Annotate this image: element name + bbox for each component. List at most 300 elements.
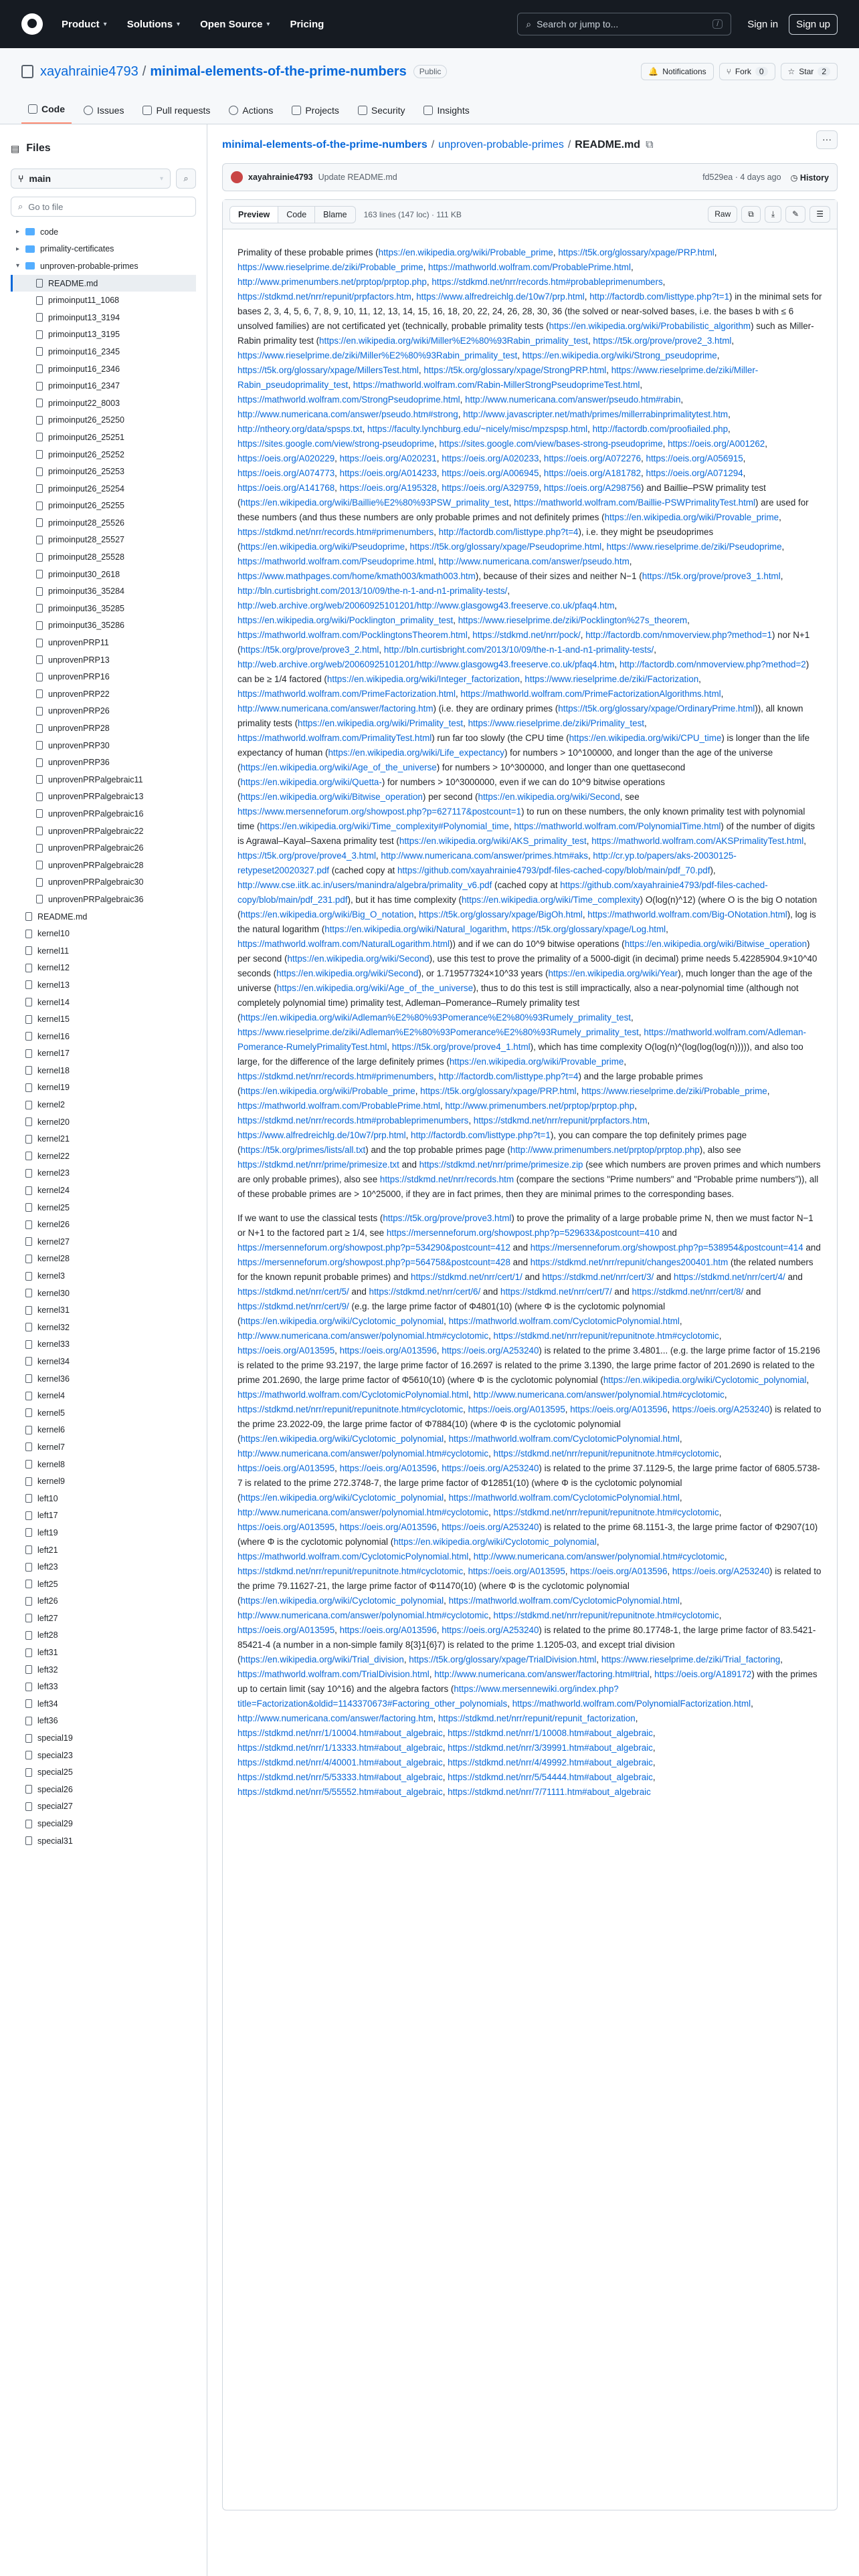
readme-link[interactable]: https://stdkmd.net/nrr/repunit/prpfactors.htm [237, 292, 411, 302]
tree-file[interactable] [11, 754, 196, 771]
readme-link[interactable]: https://oeis.org/A141768 [237, 483, 335, 493]
readme-link[interactable]: https://t5k.org/prove/prove4_3.html [237, 851, 376, 861]
breadcrumb-root[interactable]: minimal-elements-of-the-prime-numbers [222, 139, 427, 150]
readme-link[interactable]: https://stdkmd.net/nrr/4/40001.htm#about_algebraic [237, 1757, 443, 1767]
tree-file[interactable] [11, 805, 196, 823]
repo-owner-link[interactable]: xayahrainie4793 [40, 64, 138, 79]
readme-link[interactable]: https://mersenneforum.org/showpost.php?p=564758&postcount=428 [237, 1257, 510, 1267]
readme-link[interactable]: https://stdkmd.net/nrr/records.htm#primenumbers [237, 1071, 434, 1081]
tree-file[interactable] [11, 720, 196, 737]
tree-file[interactable] [11, 651, 196, 669]
readme-link[interactable]: https://oeis.org/A013596 [339, 1522, 437, 1532]
readme-link[interactable]: https://mathworld.wolfram.com/CyclotomicPolynomial.html [237, 1551, 469, 1562]
readme-link[interactable]: https://sites.google.com/view/bases-strong-pseudoprime [439, 439, 663, 449]
nav-solutions[interactable] [127, 19, 180, 30]
readme-link[interactable]: http://www.numericana.com/answer/primes.htm#aks [381, 851, 588, 861]
readme-link[interactable]: http://www.numericana.com/answer/polynomial.htm#cyclotomic [473, 1551, 725, 1562]
readme-link[interactable]: https://stdkmd.net/nrr/records.htm#probableprimenumbers [237, 1115, 469, 1125]
readme-link[interactable]: https://en.wikipedia.org/wiki/Pseudoprime [240, 542, 405, 552]
tree-file[interactable] [11, 1301, 196, 1319]
readme-link[interactable]: https://en.wikipedia.org/wiki/Cyclotomic_polynomial [603, 1375, 807, 1385]
tree-file[interactable] [11, 1832, 196, 1850]
readme-link[interactable]: https://stdkmd.net/nrr/repunit/prpfactors.htm [473, 1115, 648, 1125]
readme-link[interactable]: https://stdkmd.net/nrr/cert/6/ [369, 1287, 481, 1297]
readme-link[interactable]: https://en.wikipedia.org/wiki/Age_of_the_universe [276, 983, 474, 993]
readme-link[interactable]: https://t5k.org/prove/prove4_1.html [391, 1042, 531, 1052]
readme-link[interactable]: https://en.wikipedia.org/wiki/Second [478, 792, 620, 802]
readme-link[interactable]: https://en.wikipedia.org/wiki/Miller%E2%80%93Rabin_primality_test [319, 336, 588, 346]
readme-link[interactable]: http://www.numericana.com/answer/polynomial.htm#cyclotomic [473, 1390, 725, 1400]
history-button[interactable] [791, 173, 829, 183]
tree-file[interactable] [11, 617, 196, 635]
nav-pricing[interactable] [290, 19, 324, 30]
tree-file[interactable] [11, 429, 196, 446]
tree-file[interactable] [11, 1593, 196, 1610]
readme-link[interactable]: https://oeis.org/A001262 [668, 439, 765, 449]
tree-folder[interactable] [11, 223, 196, 241]
tree-file[interactable] [11, 908, 196, 926]
readme-link[interactable]: https://www.mersenneforum.org/showpost.php?p=627117&postcount=1 [237, 807, 522, 817]
readme-link[interactable]: http://www.numericana.com/answer/pseudo.htm [438, 556, 630, 566]
go-to-file-input[interactable] [11, 197, 196, 217]
readme-link[interactable]: https://stdkmd.net/nrr/5/53333.htm#about_algebraic [237, 1772, 443, 1782]
readme-link[interactable]: https://mersenneforum.org/showpost.php?p=534290&postcount=412 [237, 1243, 510, 1253]
readme-link[interactable]: https://stdkmd.net/nrr/1/13333.htm#about_algebraic [237, 1743, 443, 1753]
readme-link[interactable]: https://stdkmd.net/nrr/cert/3/ [542, 1272, 654, 1282]
github-logo-icon[interactable] [21, 13, 43, 35]
copy-path-icon[interactable]: ⧉ [646, 139, 654, 150]
readme-link[interactable]: https://en.wikipedia.org/wiki/CPU_time [569, 733, 722, 743]
readme-link[interactable]: https://mathworld.wolfram.com/NaturalLogarithm.html [237, 939, 450, 949]
readme-link[interactable]: https://t5k.org/glossary/xpage/MillersTest.html [237, 365, 419, 375]
readme-link[interactable]: https://en.wikipedia.org/wiki/Probable_prime [240, 1086, 415, 1096]
copy-icon[interactable]: ⧉ [741, 206, 761, 223]
readme-link[interactable]: https://en.wikipedia.org/wiki/AKS_primality_test [399, 836, 587, 846]
tree-file[interactable] [11, 960, 196, 977]
readme-link[interactable]: https://stdkmd.net/nrr/repunit/repunitnote.htm#cyclotomic [493, 1610, 719, 1620]
tree-file[interactable] [11, 377, 196, 395]
tree-file[interactable] [11, 412, 196, 429]
readme-link[interactable]: http://factordb.com/nmoverview.php?method=1 [585, 630, 772, 640]
readme-link[interactable]: https://oeis.org/A072276 [543, 453, 642, 463]
readme-link[interactable]: https://mathworld.wolfram.com/ProbablePrime.html [237, 1101, 440, 1111]
readme-link[interactable]: https://oeis.org/A056915 [646, 453, 743, 463]
chevron-right-icon[interactable]: ▸ [16, 228, 20, 236]
readme-link[interactable]: https://stdkmd.net/nrr/records.htm [379, 1174, 514, 1184]
raw-button[interactable]: Raw [708, 206, 737, 223]
readme-link[interactable]: https://oeis.org/A013596 [339, 1346, 437, 1356]
readme-link[interactable]: https://en.wikipedia.org/wiki/Cyclotomic_polynomial [240, 1493, 444, 1503]
readme-link[interactable]: https://oeis.org/A013596 [339, 1625, 437, 1635]
tree-file[interactable] [11, 1130, 196, 1148]
readme-link[interactable]: https://stdkmd.net/nrr/repunit/repunitnote.htm#cyclotomic [493, 1448, 719, 1459]
readme-link[interactable]: http://bln.curtisbright.com/2013/10/09/the-n-1-and-n1-primality-tests/ [383, 645, 654, 655]
readme-link[interactable]: https://mathworld.wolfram.com/Baillie-PSWPrimalityTest.html [514, 498, 755, 508]
readme-link[interactable]: https://stdkmd.net/nrr/cert/8/ [632, 1287, 744, 1297]
readme-link[interactable]: https://stdkmd.net/nrr/records.htm#probableprimenumbers [432, 277, 663, 287]
readme-link[interactable]: https://stdkmd.net/nrr/3/39991.htm#about_algebraic [448, 1743, 653, 1753]
readme-link[interactable]: https://www.alfredreichlg.de/10w7/prp.html [237, 1130, 406, 1140]
readme-link[interactable]: http://www.numericana.com/answer/polynomial.htm#cyclotomic [237, 1507, 489, 1517]
tree-file[interactable] [11, 1267, 196, 1285]
readme-link[interactable]: https://en.wikipedia.org/wiki/Cyclotomic_polynomial [240, 1596, 444, 1606]
readme-link[interactable]: https://stdkmd.net/nrr/prime/primesize.zip [419, 1160, 583, 1170]
tree-file[interactable] [11, 1216, 196, 1233]
tree-file[interactable] [11, 292, 196, 309]
readme-link[interactable]: https://www.alfredreichlg.de/10w7/prp.html [416, 292, 585, 302]
more-options-button[interactable]: ··· [816, 130, 838, 149]
readme-link[interactable]: https://en.wikipedia.org/wiki/Probabilistic_algorithm [549, 321, 751, 331]
readme-link[interactable]: https://mathworld.wolfram.com/Big-ONotation.html [587, 909, 787, 920]
tree-file[interactable] [11, 1781, 196, 1798]
readme-link[interactable]: https://stdkmd.net/nrr/repunit/repunit_factorization [438, 1713, 636, 1723]
tree-file[interactable] [11, 446, 196, 463]
readme-link[interactable]: https://t5k.org/primes/lists/all.txt [240, 1145, 366, 1155]
blame-tab[interactable]: Blame [323, 209, 347, 219]
readme-link[interactable]: https://www.rieselprime.de/ziki/Primality_test [468, 718, 645, 728]
readme-link[interactable]: http://www.javascripter.net/math/primes/millerrabinprimalitytest.htm [463, 409, 729, 419]
readme-link[interactable]: https://en.wikipedia.org/wiki/Strong_pseudoprime [522, 350, 717, 360]
readme-link[interactable]: https://mathworld.wolfram.com/CyclotomicPolynomial.html [448, 1316, 680, 1326]
tree-file[interactable] [11, 1233, 196, 1251]
readme-link[interactable]: https://www.rieselprime.de/ziki/Miller-Rabin_pseudoprimality_test [237, 365, 759, 390]
tab-projects[interactable] [285, 105, 346, 124]
readme-link[interactable]: https://en.wikipedia.org/wiki/Adleman%E2%80%93Pomerance%E2%80%93Rumely_primality_test [240, 1012, 632, 1023]
tree-file[interactable] [11, 1165, 196, 1182]
readme-link[interactable]: https://oeis.org/A253240 [442, 1522, 539, 1532]
readme-link[interactable]: http://www.numericana.com/answer/pseudo.htm#strong [237, 409, 458, 419]
readme-link[interactable]: https://en.wikipedia.org/wiki/Provable_prime [604, 512, 779, 522]
commit-author[interactable]: xayahrainie4793 [248, 173, 313, 182]
readme-link[interactable]: https://t5k.org/glossary/xpage/PRP.html [420, 1086, 577, 1096]
tree-file[interactable] [11, 1010, 196, 1028]
fork-button[interactable] [719, 63, 775, 80]
readme-link[interactable]: https://sites.google.com/view/strong-pseudoprime [237, 439, 434, 449]
readme-link[interactable]: http://factordb.com/proofiailed.php [592, 424, 729, 434]
readme-link[interactable]: https://stdkmd.net/nrr/repunit/repunitnote.htm#cyclotomic [237, 1404, 464, 1414]
readme-link[interactable]: https://oeis.org/A013595 [237, 1625, 335, 1635]
readme-link[interactable]: https://stdkmd.net/nrr/repunit/repunitnote.htm#cyclotomic [493, 1331, 719, 1341]
tree-folder[interactable] [11, 257, 196, 275]
sidebar-collapse-icon[interactable]: ▤ [11, 142, 20, 154]
tab-insights[interactable] [417, 105, 476, 124]
readme-link[interactable]: http://www.numericana.com/answer/polynomial.htm#cyclotomic [237, 1331, 489, 1341]
readme-link[interactable]: https://en.wikipedia.org/wiki/Time_complexity#Polynomial_time [260, 821, 509, 831]
readme-link[interactable]: https://en.wikipedia.org/wiki/Cyclotomic_polynomial [393, 1537, 597, 1547]
readme-link[interactable]: https://stdkmd.net/nrr/5/55552.htm#about_algebraic [237, 1787, 443, 1797]
readme-link[interactable]: https://www.rieselprime.de/ziki/Probable_prime [237, 262, 423, 272]
tree-file[interactable] [11, 1199, 196, 1216]
tree-file[interactable] [11, 582, 196, 600]
tree-file[interactable] [11, 498, 196, 515]
tree-file[interactable] [11, 1524, 196, 1541]
readme-link[interactable]: https://mersenneforum.org/showpost.php?p=529633&postcount=410 [386, 1228, 660, 1238]
tree-file[interactable] [11, 309, 196, 326]
readme-link[interactable]: https://en.wikipedia.org/wiki/Quetta- [240, 777, 382, 787]
readme-link[interactable]: https://en.wikipedia.org/wiki/Integer_factorization [326, 674, 520, 684]
tree-file[interactable] [11, 1353, 196, 1370]
tree-file[interactable] [11, 771, 196, 788]
readme-link[interactable]: http://www.primenumbers.net/prptop/prptop.php [510, 1145, 700, 1155]
readme-link[interactable]: https://en.wikipedia.org/wiki/Provable_prime [449, 1057, 624, 1067]
tree-file[interactable] [11, 1713, 196, 1730]
readme-link[interactable]: https://oeis.org/A013595 [468, 1566, 565, 1576]
chevron-right-icon[interactable]: ▸ [16, 245, 20, 253]
readme-link[interactable]: https://stdkmd.net/nrr/prime/primesize.txt [237, 1160, 399, 1170]
readme-link[interactable]: https://oeis.org/A013595 [237, 1522, 335, 1532]
readme-link[interactable]: https://t5k.org/glossary/xpage/BigOh.html [418, 909, 583, 920]
readme-link[interactable]: https://www.mersennewiki.org/index.php?title=Factorization&oldid=1143370673#Factoring_other_polynomials [237, 1684, 619, 1709]
readme-link[interactable]: https://mathworld.wolfram.com/CyclotomicPolynomial.html [448, 1434, 680, 1444]
readme-link[interactable]: http://factordb.com/listtype.php?t=4 [438, 527, 579, 537]
tree-file[interactable] [11, 480, 196, 498]
tree-file[interactable] [11, 1113, 196, 1131]
tree-file[interactable] [11, 1336, 196, 1354]
readme-link[interactable]: https://t5k.org/prove/prove3_1.html [642, 571, 781, 581]
commit-message[interactable]: Update README.md [318, 173, 397, 182]
readme-link[interactable]: https://mathworld.wolfram.com/Adleman-Pomerance-RumelyPrimalityTest.html [237, 1027, 806, 1052]
breadcrumb-folder[interactable]: unproven-probable-primes [438, 139, 564, 150]
tree-file[interactable] [11, 839, 196, 857]
readme-link[interactable]: https://en.wikipedia.org/wiki/Big_O_notation [240, 909, 414, 920]
tree-file[interactable] [11, 1148, 196, 1165]
tree-file[interactable] [11, 1062, 196, 1079]
readme-link[interactable]: https://t5k.org/glossary/xpage/Pseudoprime.html [409, 542, 602, 552]
readme-link[interactable]: https://en.wikipedia.org/wiki/Year [548, 968, 678, 978]
tree-file[interactable] [11, 634, 196, 651]
readme-link[interactable]: https://oeis.org/A013595 [468, 1404, 565, 1414]
tab-pull-requests[interactable] [136, 105, 217, 124]
readme-link[interactable]: http://ntheory.org/data/spsps.txt [237, 424, 363, 434]
tree-file[interactable] [11, 1404, 196, 1422]
readme-link[interactable]: https://oeis.org/A071294 [646, 468, 743, 478]
readme-link[interactable]: https://oeis.org/A195328 [339, 483, 437, 493]
readme-link[interactable]: https://mathworld.wolfram.com/PrimalityTest.html [237, 733, 432, 743]
readme-link[interactable]: https://t5k.org/glossary/xpage/TrialDivision.html [409, 1654, 597, 1665]
tree-file[interactable] [11, 1558, 196, 1576]
readme-link[interactable]: https://oeis.org/A329759 [442, 483, 539, 493]
readme-link[interactable]: https://stdkmd.net/nrr/repunit/repunitnote.htm#cyclotomic [237, 1566, 464, 1576]
nav-product[interactable] [62, 19, 107, 30]
tree-file[interactable] [11, 1285, 196, 1302]
tree-file[interactable] [11, 514, 196, 532]
readme-link[interactable]: https://stdkmd.net/nrr/cert/5/ [237, 1287, 349, 1297]
readme-link[interactable]: https://en.wikipedia.org/wiki/Probable_prime [378, 247, 553, 257]
tab-code[interactable] [21, 104, 72, 124]
readme-link[interactable]: http://www.numericana.com/answer/pseudo.htm#rabin [465, 395, 681, 405]
readme-link[interactable]: https://en.wikipedia.org/wiki/Trial_division [240, 1654, 404, 1665]
sign-up-button[interactable]: Sign up [789, 14, 838, 35]
readme-link[interactable]: https://t5k.org/prove/prove3_2.html [240, 645, 379, 655]
readme-link[interactable]: https://faculty.lynchburg.edu/~nicely/misc/mpzspsp.html [367, 424, 588, 434]
tree-file[interactable] [11, 925, 196, 942]
readme-link[interactable]: https://oeis.org/A014233 [339, 468, 437, 478]
tree-file[interactable] [11, 1387, 196, 1404]
tree-file[interactable] [11, 395, 196, 412]
readme-link[interactable]: https://en.wikipedia.org/wiki/Cyclotomic_polynomial [240, 1316, 444, 1326]
tree-file[interactable] [11, 1678, 196, 1695]
readme-link[interactable]: https://oeis.org/A013596 [339, 1463, 437, 1473]
readme-link[interactable]: https://t5k.org/glossary/xpage/PRP.html [558, 247, 714, 257]
readme-link[interactable]: https://oeis.org/A013595 [237, 1463, 335, 1473]
tree-file[interactable] [11, 1729, 196, 1747]
branch-selector[interactable] [11, 169, 171, 189]
readme-link[interactable]: http://factordb.com/nmoverview.php?method=2 [619, 659, 806, 669]
tab-issues[interactable] [77, 105, 130, 124]
readme-link[interactable]: https://oeis.org/A253240 [442, 1346, 539, 1356]
readme-link[interactable]: http://factordb.com/listtype.php?t=4 [438, 1071, 579, 1081]
readme-link[interactable]: https://mathworld.wolfram.com/CyclotomicPolynomial.html [448, 1493, 680, 1503]
readme-link[interactable]: https://oeis.org/A020233 [442, 453, 539, 463]
readme-link[interactable]: https://stdkmd.net/nrr/pock/ [472, 630, 581, 640]
tree-file[interactable] [11, 1661, 196, 1679]
readme-link[interactable]: https://oeis.org/A181782 [543, 468, 642, 478]
readme-link[interactable]: https://stdkmd.net/nrr/cert/7/ [500, 1287, 612, 1297]
tree-file[interactable] [11, 600, 196, 617]
tree-file[interactable] [11, 566, 196, 583]
readme-link[interactable]: https://t5k.org/prove/prove3.html [383, 1213, 512, 1223]
readme-link[interactable]: https://en.wikipedia.org/wiki/Baillie%E2%80%93PSW_primality_test [240, 498, 509, 508]
readme-link[interactable]: https://oeis.org/A253240 [672, 1404, 770, 1414]
tree-file[interactable] [11, 1576, 196, 1593]
tree-file[interactable] [11, 1251, 196, 1268]
readme-link[interactable]: https://github.com/xayahrainie4793/pdf-files-cached-copy/blob/main/pdf_70.pdf [397, 865, 710, 875]
readme-link[interactable]: https://mathworld.wolfram.com/Pseudoprime.html [237, 556, 434, 566]
readme-link[interactable]: https://github.com/xayahrainie4793/pdf-files-cached-copy/blob/main/pdf_231.pdf [237, 880, 768, 905]
readme-link[interactable]: https://en.wikipedia.org/wiki/Age_of_the_universe [240, 762, 437, 772]
readme-link[interactable]: https://oeis.org/A013596 [570, 1566, 668, 1576]
readme-link[interactable]: https://stdkmd.net/nrr/repunit/repunitnote.htm#cyclotomic [493, 1507, 719, 1517]
readme-link[interactable]: https://mathworld.wolfram.com/AKSPrimalityTest.html [591, 836, 804, 846]
preview-tab[interactable]: Preview [230, 207, 278, 223]
readme-link[interactable]: http://bln.curtisbright.com/2013/10/09/the-n-1-and-n1-primality-tests/ [237, 586, 508, 596]
readme-link[interactable]: http://www.primenumbers.net/prptop/prptop.php [445, 1101, 635, 1111]
readme-link[interactable]: http://www.numericana.com/answer/polynomial.htm#cyclotomic [237, 1448, 489, 1459]
readme-link[interactable]: https://mathworld.wolfram.com/PrimeFactorizationAlgorithms.html [460, 689, 721, 699]
tree-file[interactable] [11, 548, 196, 566]
tree-file[interactable] [11, 942, 196, 960]
readme-link[interactable]: https://mathworld.wolfram.com/CyclotomicPolynomial.html [237, 1390, 469, 1400]
readme-link[interactable]: https://en.wikipedia.org/wiki/Natural_logarithm [324, 924, 507, 934]
readme-link[interactable]: https://oeis.org/A020231 [339, 453, 437, 463]
readme-link[interactable]: http://www.primenumbers.net/prptop/prptop.php [237, 277, 427, 287]
tree-file[interactable] [11, 1695, 196, 1713]
tree-file[interactable] [11, 703, 196, 720]
readme-link[interactable]: https://oeis.org/A253240 [442, 1625, 539, 1635]
readme-link[interactable]: http://cr.yp.to/papers/aks-20030125-retypeset20020327.pdf [237, 851, 737, 875]
readme-link[interactable]: https://mathworld.wolfram.com/PrimeFactorization.html [237, 689, 456, 699]
tree-file[interactable] [11, 360, 196, 378]
readme-link[interactable]: https://en.wikipedia.org/wiki/Second [287, 954, 430, 964]
tree-file[interactable] [11, 1747, 196, 1764]
readme-link[interactable]: https://stdkmd.net/nrr/5/54444.htm#about_algebraic [448, 1772, 653, 1782]
tree-file[interactable] [11, 1541, 196, 1559]
global-search-input[interactable] [517, 13, 731, 35]
readme-link[interactable]: https://www.rieselprime.de/ziki/Pseudoprime [606, 542, 782, 552]
tree-file[interactable] [11, 994, 196, 1011]
readme-link[interactable]: https://oeis.org/A253240 [442, 1463, 539, 1473]
readme-link[interactable]: https://en.wikipedia.org/wiki/Bitwise_operation [240, 792, 423, 802]
readme-link[interactable]: https://mathworld.wolfram.com/PolynomialFactorization.html [512, 1699, 751, 1709]
commit-hash-time[interactable]: fd529ea · 4 days ago [702, 173, 781, 182]
tab-actions[interactable] [222, 105, 280, 124]
outline-icon[interactable]: ☰ [809, 206, 830, 223]
readme-link[interactable]: https://stdkmd.net/nrr/4/49992.htm#about_algebraic [448, 1757, 653, 1767]
tree-file[interactable] [11, 1079, 196, 1097]
readme-link[interactable]: https://oeis.org/A006945 [442, 468, 539, 478]
tree-file[interactable] [11, 857, 196, 874]
nav-open-source[interactable] [200, 19, 270, 30]
readme-link[interactable]: https://stdkmd.net/nrr/cert/1/ [411, 1272, 522, 1282]
tree-file[interactable] [11, 1438, 196, 1456]
tree-file[interactable] [11, 326, 196, 344]
tree-file[interactable] [11, 1028, 196, 1045]
readme-link[interactable]: http://www.numericana.com/answer/factoring.htm [237, 1713, 434, 1723]
readme-link[interactable]: https://en.wikipedia.org/wiki/Time_complexity [461, 895, 640, 905]
tree-file[interactable] [11, 275, 196, 292]
tree-folder[interactable] [11, 241, 196, 258]
chevron-down-icon[interactable]: ▾ [16, 262, 20, 270]
readme-link[interactable]: https://oeis.org/A013595 [237, 1346, 335, 1356]
tree-file[interactable] [11, 1507, 196, 1525]
readme-link[interactable]: https://t5k.org/glossary/xpage/StrongPRP.html [423, 365, 607, 375]
readme-link[interactable]: https://www.mathpages.com/home/kmath003/kmath003.htm [237, 571, 476, 581]
tree-file[interactable] [11, 1644, 196, 1661]
tree-file[interactable] [11, 1456, 196, 1473]
readme-link[interactable]: https://www.rieselprime.de/ziki/Pocklington%27s_theorem [458, 615, 688, 625]
readme-link[interactable]: https://www.rieselprime.de/ziki/Miller%E2%80%93Rabin_primality_test [237, 350, 518, 360]
readme-link[interactable]: https://www.rieselprime.de/ziki/Adleman%E2%80%93Pomerance%E2%80%93Rumely_primality_test [237, 1027, 639, 1037]
readme-link[interactable]: https://mathworld.wolfram.com/CyclotomicPolynomial.html [448, 1596, 680, 1606]
readme-link[interactable]: https://oeis.org/A020229 [237, 453, 335, 463]
edit-icon[interactable]: ✎ [785, 206, 805, 223]
tree-file[interactable] [11, 343, 196, 360]
readme-link[interactable]: https://mathworld.wolfram.com/ProbablePrime.html [428, 262, 631, 272]
tree-file[interactable] [11, 1763, 196, 1781]
tree-file[interactable] [11, 823, 196, 840]
readme-link[interactable]: https://stdkmd.net/nrr/repunit/changes200401.htm [530, 1257, 729, 1267]
readme-link[interactable]: http://factordb.com/listtype.php?t=1 [411, 1130, 551, 1140]
readme-link[interactable]: https://t5k.org/glossary/xpage/OrdinaryPrime.html [558, 704, 755, 714]
readme-link[interactable]: http://web.archive.org/web/20060925101201/http://www.glasgowg43.freeserve.co.uk/pfaq4.htm [237, 601, 615, 611]
tree-file[interactable] [11, 685, 196, 703]
tab-security[interactable] [351, 105, 412, 124]
tree-file[interactable] [11, 1627, 196, 1644]
readme-link[interactable]: http://www.numericana.com/answer/polynomial.htm#cyclotomic [237, 1610, 489, 1620]
readme-link[interactable]: https://stdkmd.net/nrr/cert/9/ [237, 1301, 349, 1311]
readme-link[interactable]: https://stdkmd.net/nrr/1/10008.htm#about_algebraic [448, 1728, 653, 1738]
star-button[interactable] [781, 63, 838, 80]
tree-file[interactable] [11, 1096, 196, 1113]
notifications-button[interactable] [641, 63, 713, 80]
readme-link[interactable]: https://mersenneforum.org/showpost.php?p=538954&postcount=414 [530, 1243, 803, 1253]
tree-file[interactable] [11, 1473, 196, 1490]
readme-link[interactable]: https://www.rieselprime.de/ziki/Probable_prime [581, 1086, 767, 1096]
tree-file[interactable] [11, 532, 196, 549]
readme-link[interactable]: https://oeis.org/A298756 [543, 483, 642, 493]
download-icon[interactable]: ⤓ [765, 206, 781, 223]
tree-file[interactable] [11, 976, 196, 994]
tree-file[interactable] [11, 1182, 196, 1199]
readme-link[interactable]: https://oeis.org/A253240 [672, 1566, 770, 1576]
repo-name-link[interactable]: minimal-elements-of-the-prime-numbers [150, 64, 407, 79]
readme-link[interactable]: https://www.rieselprime.de/ziki/Trial_factoring [601, 1654, 781, 1665]
readme-link[interactable]: http://www.numericana.com/answer/factoring.htm [237, 704, 434, 714]
readme-link[interactable]: https://oeis.org/A074773 [237, 468, 335, 478]
readme-link[interactable]: https://mathworld.wolfram.com/PocklingtonsTheorem.html [237, 630, 468, 640]
readme-link[interactable]: https://oeis.org/A189172 [654, 1669, 752, 1679]
tree-file[interactable] [11, 737, 196, 754]
